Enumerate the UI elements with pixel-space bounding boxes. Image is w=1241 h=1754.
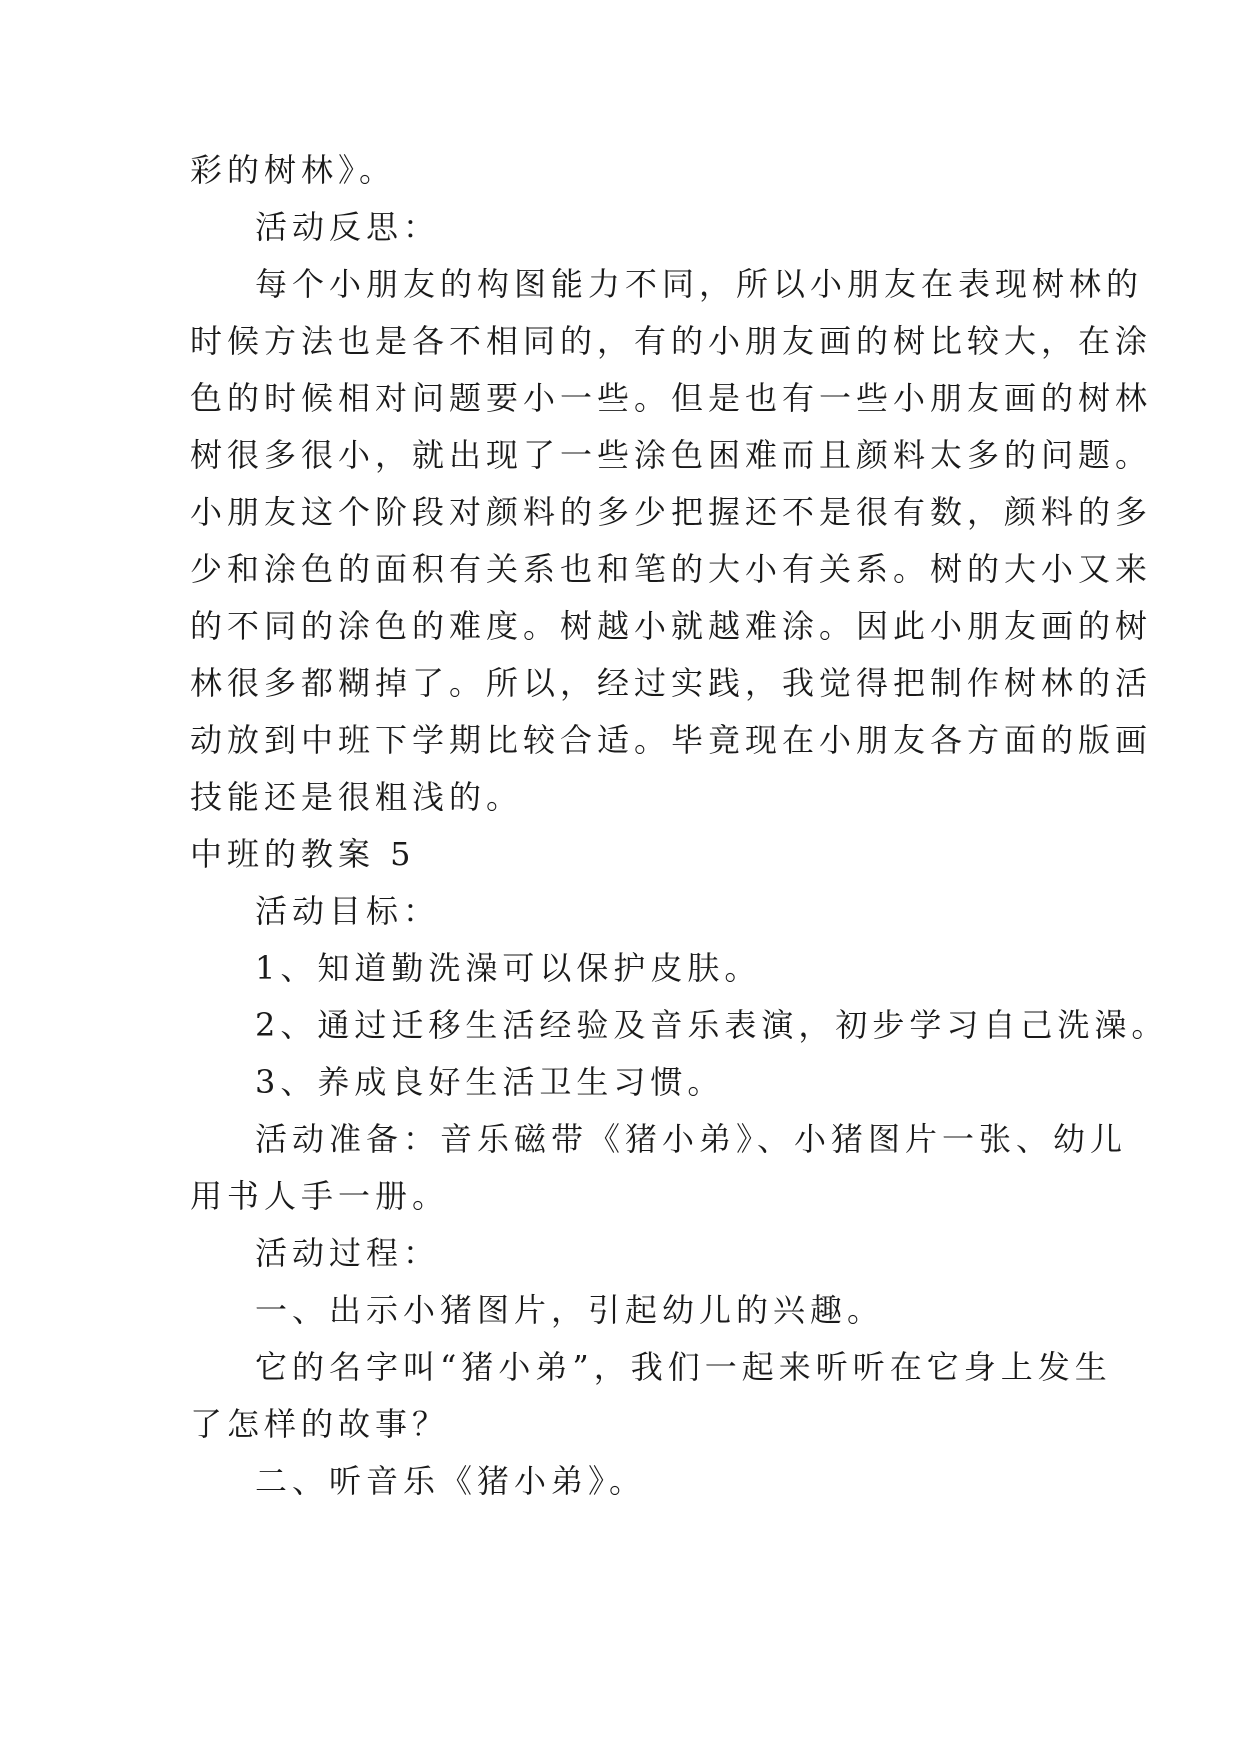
section-heading: 活动目标： bbox=[255, 892, 441, 930]
paragraph-line: 色的时候相对问题要小一些。但是也有一些小朋友画的树林 bbox=[190, 379, 1153, 417]
lesson-title: 中班的教案 5 bbox=[190, 835, 416, 873]
paragraph-line: 的不同的涂色的难度。树越小就越难涂。因此小朋友画的树 bbox=[190, 607, 1153, 645]
paragraph-line: 树很多很小，就出现了一些涂色困难而且颜料太多的问题。 bbox=[190, 436, 1153, 474]
paragraph-line: 彩的树林》。 bbox=[190, 151, 397, 189]
paragraph-line: 小朋友这个阶段对颜料的多少把握还不是很有数，颜料的多 bbox=[190, 493, 1153, 531]
paragraph-line: 少和涂色的面积有关系也和笔的大小有关系。树的大小又来 bbox=[190, 550, 1153, 588]
goal-item: 1、知道勤洗澡可以保护皮肤。 bbox=[255, 949, 762, 987]
step-item: 一、出示小猪图片，引起幼儿的兴趣。 bbox=[255, 1291, 885, 1329]
goal-item: 3、养成良好生活卫生习惯。 bbox=[255, 1063, 725, 1101]
paragraph-line: 时候方法也是各不相同的，有的小朋友画的树比较大，在涂 bbox=[190, 322, 1153, 360]
paragraph-line: 了怎样的故事？ bbox=[190, 1405, 450, 1443]
paragraph-line: 用书人手一册。 bbox=[190, 1177, 450, 1215]
paragraph-line: 动放到中班下学期比较合适。毕竟现在小朋友各方面的版画 bbox=[190, 721, 1153, 759]
paragraph-line: 林很多都糊掉了。所以，经过实践，我觉得把制作树林的活 bbox=[190, 664, 1153, 702]
goal-item: 2、通过迁移生活经验及音乐表演，初步学习自己洗澡。 bbox=[255, 1006, 1169, 1044]
paragraph-line: 活动准备：音乐磁带《猪小弟》、小猪图片一张、幼儿 bbox=[255, 1120, 1128, 1158]
paragraph-line: 它的名字叫“猪小弟”，我们一起来听听在它身上发生 bbox=[255, 1348, 1112, 1386]
section-heading: 活动过程： bbox=[255, 1234, 441, 1272]
paragraph-line: 技能还是很粗浅的。 bbox=[190, 778, 524, 816]
paragraph-line: 每个小朋友的构图能力不同，所以小朋友在表现树林的 bbox=[255, 265, 1144, 303]
section-heading: 活动反思： bbox=[255, 208, 441, 246]
step-item: 二、听音乐《猪小弟》。 bbox=[255, 1462, 647, 1500]
